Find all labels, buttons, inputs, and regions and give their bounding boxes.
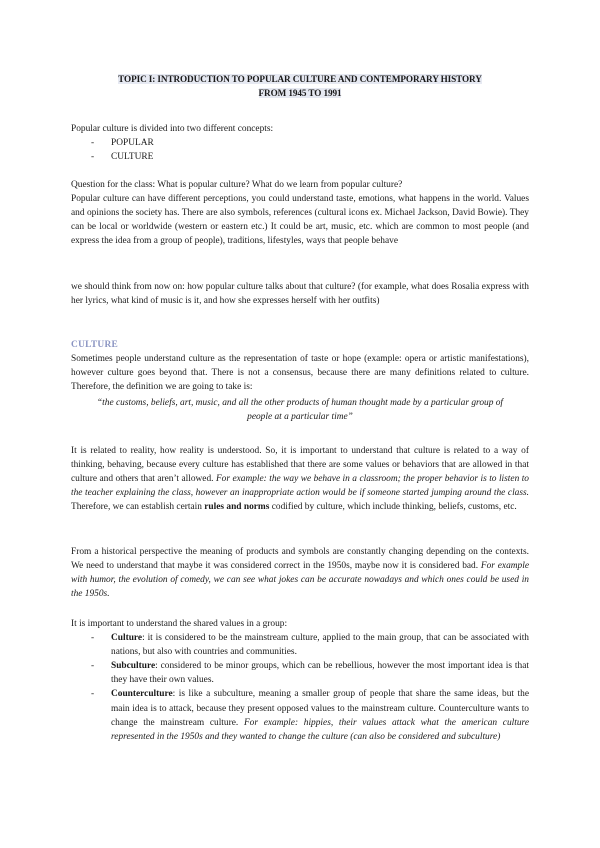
bold-term: Culture — [111, 633, 143, 644]
paragraph: It is important to understand the shared values in a group: — [71, 619, 288, 629]
list-item — [71, 687, 529, 743]
title-line-2: FROM 1945 TO 1991 — [258, 88, 342, 98]
text-run: : is like a subculture, meaning a smaller group of people that share the same ideas, but the main idea is to attack, because they present opposed values to the mainstream culture. Counterculture wants to change the mainstream culture. — [111, 689, 529, 728]
values-section — [71, 617, 529, 744]
example-text: For example: hippies, their values attack what the american culture represented in the 1950s and they wanted to change the culture (can also be considered and subculture) — [111, 717, 529, 742]
example-text: For example: the way we behave in a classroom; the proper behavior is to listen to the teacher explaining the class, however an inappropriate action would be if someone started jumping around the class. — [71, 474, 529, 499]
paragraph: we should think from now on: how popular culture talks about that culture? (for example, what does Rosalia express with her lyrics, what kind of music is it, and how she expresses herself with her outfits) — [71, 282, 529, 307]
bold-term: Counterculture — [111, 689, 173, 700]
list-item: - POPULAR — [71, 136, 529, 150]
text-run: : it is considered to be the mainstream culture, applied to the main group, that can be associated with nations, but also with countries and communities. — [111, 633, 529, 658]
paragraph: Sometimes people understand culture as the representation of taste or hope (example: opera or artistic manifestations), however culture goes beyond that. There is not a consensus, because there are many definitions related to culture. Therefore, the definition we are going to take is: — [71, 354, 529, 393]
example-text: For example with humor, the evolution of comedy, we can see what jokes can be accurate nowadays and which ones could be used in the 1950s. — [71, 561, 530, 600]
intro-text: Popular culture is divided into two different concepts: — [71, 124, 274, 134]
question-text: Question for the class: What is popular culture? What do we learn from popular culture? — [71, 180, 403, 190]
text-run: : considered to be minor groups, which can be rebellious, however the most important idea is that they have their own values. — [111, 661, 529, 686]
bold-term: rules and norms — [204, 502, 270, 513]
list-item — [71, 659, 529, 687]
title-line-1: TOPIC I: INTRODUCTION TO POPULAR CULTURE AND CONTEMPORARY HISTORY — [118, 74, 482, 84]
definition-quote: “the customs, beliefs, art, music, and all the other products of human thought made by a particular group of people at a particular time” — [96, 398, 504, 423]
culture-heading — [71, 338, 529, 352]
section-heading: CULTURE — [71, 340, 119, 350]
question-section — [71, 178, 529, 248]
list-item — [71, 631, 529, 659]
intro-section — [71, 122, 529, 164]
text-run: codified by culture, which include thinking, beliefs, customs, etc. — [269, 502, 517, 513]
list-item: - CULTURE — [71, 150, 529, 164]
text-run: It is related to reality, how reality is understood. So, it is important to understand that culture is related to a way of thinking, behaving, because every culture has established that there are some values or behaviors that are allowed in that culture and others that aren’t allowed. — [71, 446, 529, 485]
paragraph — [71, 545, 529, 601]
bold-term: Subculture — [111, 661, 156, 672]
text-run: From a historical perspective the meaning of products and symbols are constantly changing depending on the contexts. We need to understand that maybe it was considered correct in the 1950s, maybe now it is considered bad. — [71, 547, 529, 572]
text-run: Therefore, we can establish certain — [71, 502, 205, 513]
paragraph — [71, 444, 529, 514]
paragraph: Popular culture can have different perceptions, you could understand taste, emotions, what happens in the world. Values and opinions the society has. There are also symbols, references (cultural icons ex. Michael Jackson, David Bowie). They can be local or worldwide (western or eastern etc.) It could be art, music, etc. which are common to most people (and express the idea from a group of people), traditions, lifestyles, ways that people behave — [71, 194, 529, 247]
page-title — [70, 72, 530, 100]
